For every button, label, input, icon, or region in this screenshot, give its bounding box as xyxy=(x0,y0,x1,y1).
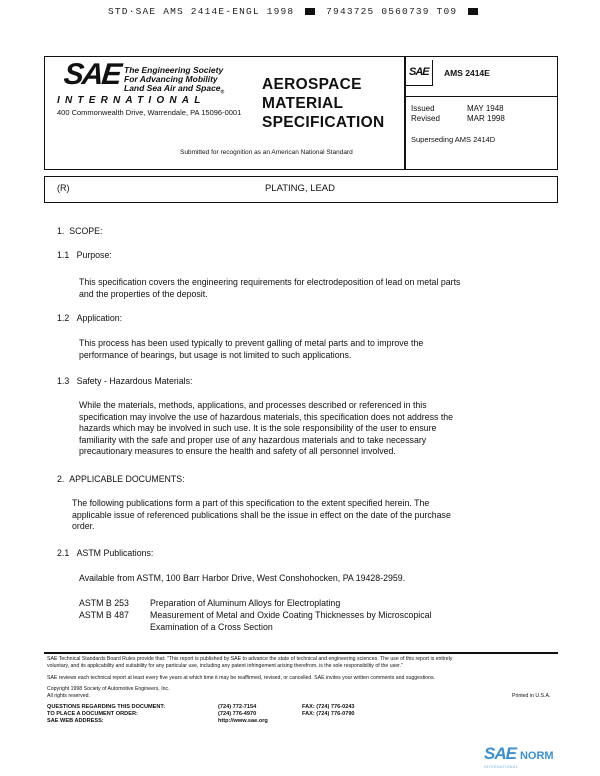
sae-web-link[interactable]: http://www.sae.org xyxy=(218,718,268,724)
paragraph-line: This specification covers the engineering requirements for electrodeposition of lead on metal parts xyxy=(79,277,461,287)
contact-faxes: FAX: (724) 776-0243 FAX: (724) 776-0790 xyxy=(302,704,355,717)
paragraph-line: applicable issue of referenced publications shall be the issue in effect on the date of the purchase xyxy=(72,509,451,520)
watermark-sae: SAE xyxy=(484,744,516,763)
paragraph-line: This process has been used typically to prevent galling of metal parts and to improve the xyxy=(79,338,424,348)
paragraph-line: and the properties of the deposit. xyxy=(79,288,208,299)
astm-ref-code: ASTM B 487 xyxy=(79,610,129,620)
doc-type-line: SPECIFICATION xyxy=(262,114,385,131)
board-rules: SAE Technical Standards Board Rules provide that: "This report is published by SAE to advance the state of technical and engineering sciences. The use of this report is entirely voluntary, and its applicability and suitability for any particular use, including any patent infringement arising therefrom, is the sole responsibility of the user." xyxy=(47,656,453,669)
footer-rule xyxy=(44,652,558,654)
revised-date: MAR 1998 xyxy=(467,114,505,123)
international-label: INTERNATIONAL xyxy=(57,95,206,106)
document-title: PLATING, LEAD xyxy=(264,183,336,194)
doc-type-line: AEROSPACE xyxy=(262,76,362,93)
sae-norm-watermark xyxy=(484,744,554,764)
ams-number: AMS 2414E xyxy=(444,68,490,78)
astm-ref-code: ASTM B 253 xyxy=(79,598,129,608)
document-type xyxy=(262,75,384,132)
date-values xyxy=(467,104,505,124)
contact-labels: QUESTIONS REGARDING THIS DOCUMENT: TO PLACE A DOCUMENT ORDER: SAE WEB ADDRESS: xyxy=(47,704,166,724)
paragraph-line: precautionary measures to ensure the health and safety of all personnel involved. xyxy=(79,446,396,457)
section-2-body xyxy=(72,498,451,533)
watermark-norm: NORM xyxy=(519,750,554,762)
sae-address: 400 Commonwealth Drive, Warrendale, PA 15096-0001 xyxy=(57,108,242,117)
doc-type-line: MATERIAL xyxy=(262,95,344,112)
section-1-1-body xyxy=(79,277,460,300)
superseding-note: Superseding AMS 2414D xyxy=(411,135,496,144)
section-1-3-body xyxy=(79,400,453,458)
astm-availability: Available from ASTM, 100 Barr Harbor Drive, West Conshohocken, PA 19428-2959. xyxy=(79,573,406,583)
header-rule xyxy=(404,96,558,97)
scan-header-right: 7943725 0560739 T09 xyxy=(326,6,458,17)
section-1-heading: 1. SCOPE: xyxy=(57,226,103,236)
paragraph-line: order. xyxy=(72,521,95,532)
paragraph-line: specification may involve the use of hazardous materials, this specification does not address the xyxy=(79,411,454,422)
section-1-3-heading: 1.3 Safety - Hazardous Materials: xyxy=(57,376,193,386)
society-tagline xyxy=(124,66,224,98)
paragraph-line: While the materials, methods, applications, and processes described or referenced in this xyxy=(79,400,427,410)
small-sae-logo: SAE xyxy=(409,66,429,78)
section-1-2-body xyxy=(79,338,423,361)
astm-ref-title: Measurement of Metal and Oxide Coating Thicknesses by Microscopical Examination of a Cross Section xyxy=(150,610,432,632)
issued-date: MAY 1948 xyxy=(467,104,504,113)
contact-phones: (724) 772-7154 (724) 776-4970 http://www.sae.org xyxy=(218,704,268,724)
paragraph-line: performance of bearings, but usage is not limited to such applications. xyxy=(79,349,352,360)
scan-mark xyxy=(468,8,478,15)
ansi-submission-note: Submitted for recognition as an American National Standard xyxy=(180,149,353,156)
sae-logo: SAE xyxy=(62,58,122,91)
copyright: Copyright 1998 Society of Automotive Engineers, Inc. All rights reserved. xyxy=(47,686,170,699)
paragraph-line: The following publications form a part of this specification to the extent specified herein. The xyxy=(72,498,430,508)
revised-label: Revised xyxy=(411,114,440,123)
issued-label: Issued xyxy=(411,104,435,113)
revision-mark: (R) xyxy=(57,183,70,193)
scan-header xyxy=(108,6,482,17)
section-2-heading: 2. APPLICABLE DOCUMENTS: xyxy=(57,474,185,484)
section-1-2-heading: 1.2 Application: xyxy=(57,313,123,323)
scan-mark xyxy=(305,8,315,15)
astm-ref-title: Preparation of Aluminum Alloys for Electroplating xyxy=(150,598,341,608)
society-line: For Advancing Mobility xyxy=(124,74,218,84)
date-labels xyxy=(411,104,440,124)
society-line: The Engineering Society xyxy=(124,65,224,75)
printed-in: Printed in U.S.A. xyxy=(512,693,551,699)
watermark-sub: INTERNATIONAL xyxy=(484,765,519,769)
paragraph-line: hazards which may be involved in such use. It is the sole responsibility of the user to ensure xyxy=(79,423,437,434)
section-2-1-heading: 2.1 ASTM Publications: xyxy=(57,548,154,558)
scan-header-left: STD·SAE AMS 2414E-ENGL 1998 xyxy=(108,6,295,17)
section-1-1-heading: 1.1 Purpose: xyxy=(57,250,112,260)
society-line: Land Sea Air and Space$_®$ xyxy=(124,83,225,96)
review-note: SAE reviews each technical report at least every five years at which time it may be reaffirmed, revised, or cancelled. SAE invites your written comments and suggestions. xyxy=(47,675,435,681)
paragraph-line: familiarity with the safe and proper use of any hazardous materials and to take necessary xyxy=(79,434,427,445)
